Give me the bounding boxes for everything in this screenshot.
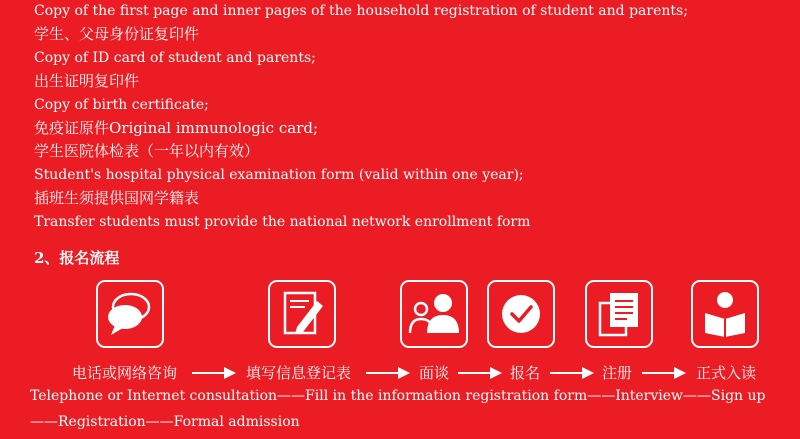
requirement-item: 免疫证原件Original immunologic card; xyxy=(34,118,318,137)
requirement-item: Copy of the first page and inner pages of the household registration of student and parents; xyxy=(34,3,688,19)
form-pencil-icon xyxy=(268,280,336,348)
chat-bubbles-icon xyxy=(96,280,164,348)
step-label-interview: 面谈 xyxy=(419,364,450,382)
step-label-registration: 注册 xyxy=(602,364,633,382)
requirement-item: 出生证明复印件 xyxy=(34,72,140,91)
requirement-item: 学生、父母身份证复印件 xyxy=(34,25,200,44)
requirement-item: Student's hospital physical examination form (valid within one year); xyxy=(34,166,524,183)
requirement-item: 学生医院体检表（一年以内有效） xyxy=(34,142,260,161)
right-arrow-icon xyxy=(550,366,594,380)
requirement-item: Transfer students must provide the national network enrollment form xyxy=(34,213,531,230)
section-heading: 2、报名流程 xyxy=(34,249,120,267)
step-label-consultation: 电话或网络咨询 xyxy=(72,364,178,382)
requirement-item: Copy of birth certificate; xyxy=(34,96,209,113)
english-flow-line: ——Registration——Formal admission xyxy=(30,414,300,430)
student-reading-icon xyxy=(691,280,759,348)
right-arrow-icon xyxy=(366,366,410,380)
step-label-sign-up: 报名 xyxy=(510,364,541,382)
right-arrow-icon xyxy=(642,366,686,380)
documents-icon xyxy=(585,280,653,348)
interview-people-icon xyxy=(400,280,468,348)
right-arrow-icon xyxy=(192,366,236,380)
step-label-formal-admission: 正式入读 xyxy=(696,364,757,382)
english-flow-line: Telephone or Internet consultation——Fill in the information registration form——Interview——Sign up xyxy=(30,388,766,404)
requirement-item: 插班生须提供国网学籍表 xyxy=(34,189,200,208)
step-label-registration-form: 填写信息登记表 xyxy=(246,364,352,382)
right-arrow-icon xyxy=(458,366,502,380)
requirements-list xyxy=(34,0,688,234)
checkmark-icon xyxy=(487,280,555,348)
requirement-item: Copy of ID card of student and parents; xyxy=(34,49,316,66)
